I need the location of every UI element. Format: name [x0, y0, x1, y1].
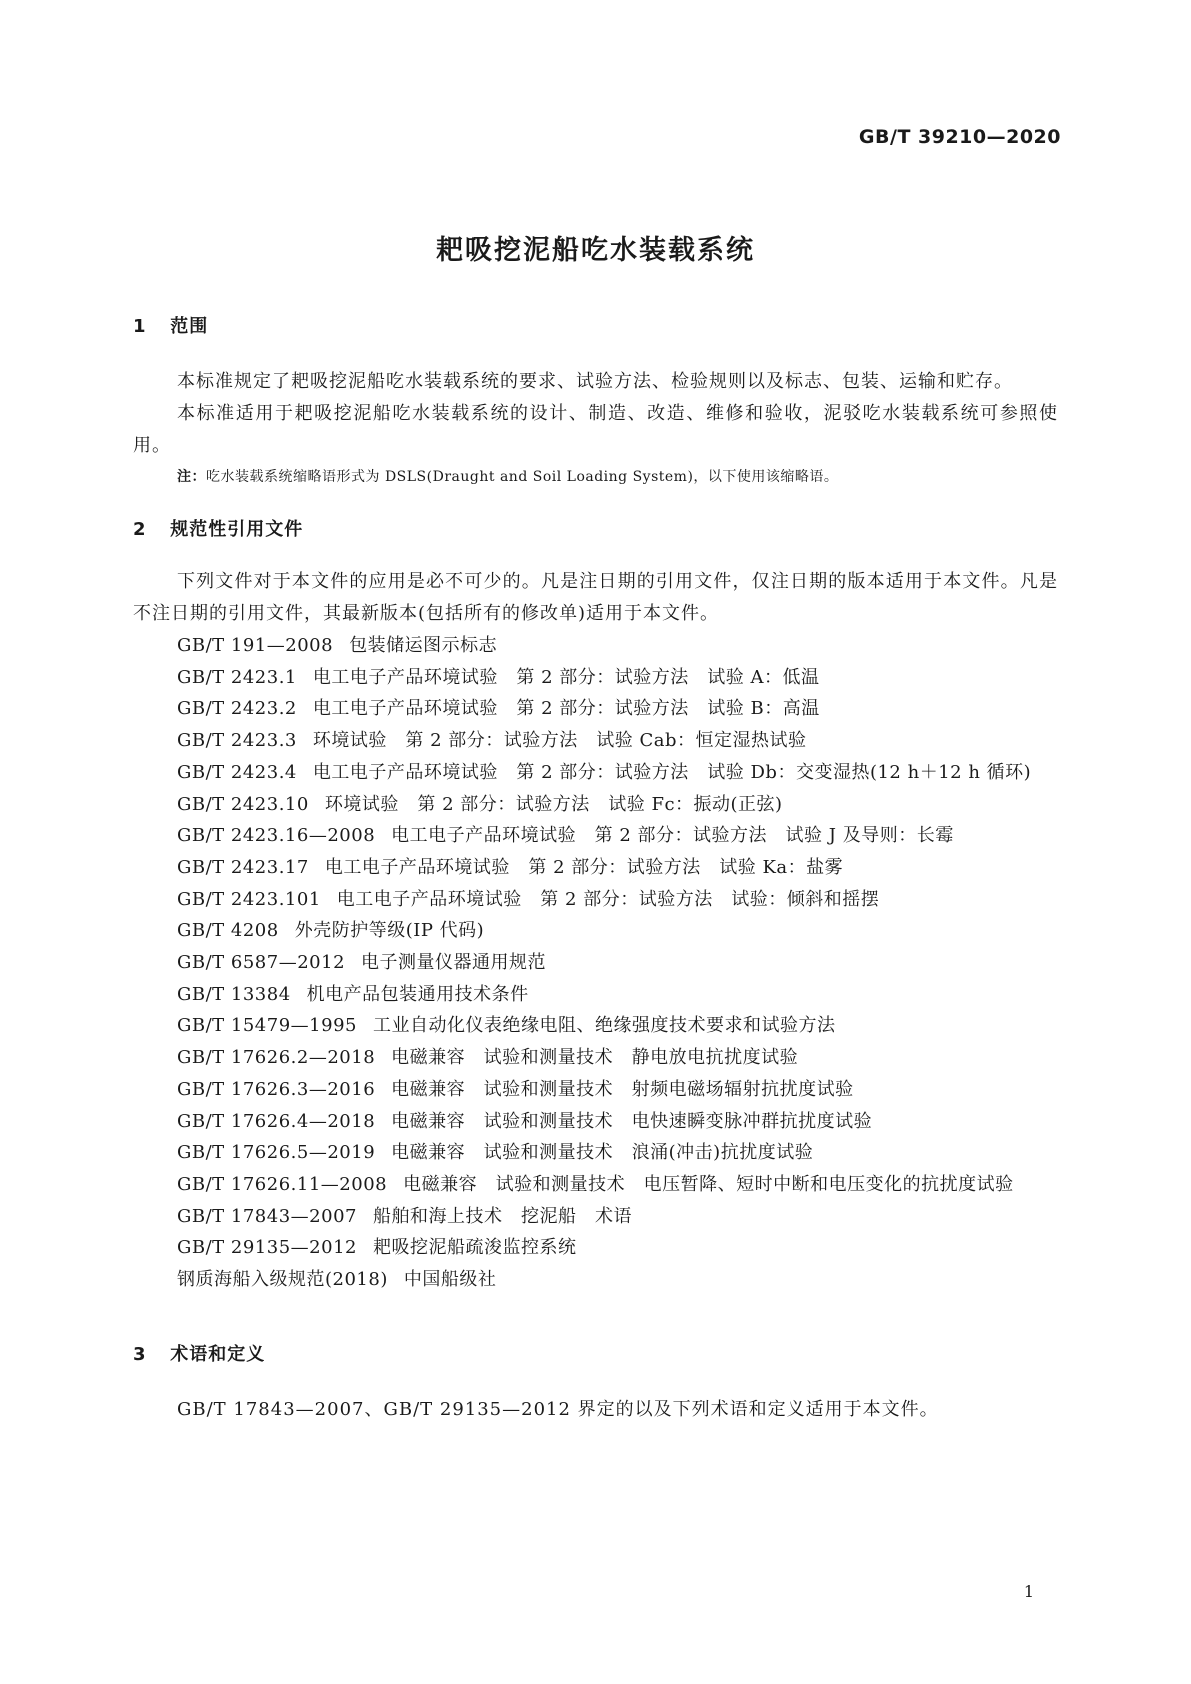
reference-code: GB/T 17626.2—2018: [177, 1047, 376, 1069]
reference-title: 耙吸挖泥船疏浚监控系统: [372, 1237, 577, 1259]
reference-code: GB/T 2423.3: [177, 730, 297, 752]
standard-number: GB/T 39210—2020: [858, 126, 1061, 148]
reference-title: 电磁兼容 试验和测量技术 浪涌(冲击)抗扰度试验: [391, 1142, 814, 1164]
reference-code: GB/T 15479—1995: [177, 1015, 357, 1037]
reference-item: [133, 630, 1058, 662]
reference-item: [133, 852, 1058, 884]
reference-item: [133, 1232, 1058, 1264]
reference-title: 电磁兼容 试验和测量技术 电压暂降、短时中断和电压变化的抗扰度试验: [403, 1173, 1014, 1195]
section-1-body: [133, 366, 1058, 491]
reference-item: [133, 947, 1058, 979]
reference-item: [133, 915, 1058, 947]
reference-code: GB/T 17843—2007: [177, 1205, 357, 1227]
reference-title: 电磁兼容 试验和测量技术 射频电磁场辐射抗扰度试验: [391, 1078, 854, 1100]
reference-title: 电工电子产品环境试验 第 2 部分：试验方法 试验 Db：交变湿热(12 h＋12 h 循环): [312, 761, 1032, 783]
reference-title: 外壳防护等级(IP 代码): [294, 920, 485, 942]
reference-code: GB/T 2423.2: [177, 698, 297, 720]
reference-item: [133, 820, 1058, 852]
reference-code: GB/T 17626.3—2016: [177, 1078, 376, 1100]
note-text: 吃水装载系统缩略语形式为 DSLS(Draught and Soil Loading System)，以下使用该缩略语。: [206, 469, 839, 485]
reference-item: [133, 1201, 1058, 1233]
reference-title: 环境试验 第 2 部分：试验方法 试验 Fc：振动(正弦): [324, 793, 783, 815]
reference-code: GB/T 2423.101: [177, 888, 321, 910]
references-intro: 下列文件对于本文件的应用是必不可少的。凡是注日期的引用文件，仅注日期的版本适用于本文件。凡是不注日期的引用文件，其最新版本(包括所有的修改单)适用于本文件。: [133, 571, 1058, 624]
reference-list: [133, 630, 1058, 1296]
reference-item: [133, 662, 1058, 694]
reference-item: [133, 757, 1058, 789]
reference-code: GB/T 2423.10: [177, 793, 309, 815]
reference-code: GB/T 13384: [177, 983, 291, 1005]
section-1-heading: [133, 312, 208, 338]
reference-item: [133, 789, 1058, 821]
reference-code: GB/T 2423.1: [177, 666, 297, 688]
reference-code: GB/T 2423.17: [177, 856, 309, 878]
reference-code: GB/T 2423.16—2008: [177, 825, 376, 847]
reference-title: 电工电子产品环境试验 第 2 部分：试验方法 试验 A：低温: [312, 666, 820, 688]
reference-title: 电子测量仪器通用规范: [361, 952, 547, 974]
reference-code: GB/T 6587—2012: [177, 952, 346, 974]
section-3-title: 术语和定义: [170, 1344, 266, 1365]
reference-title: 包装储运图示标志: [349, 635, 498, 656]
reference-item: [133, 1010, 1058, 1042]
section-1-number: 1: [133, 316, 147, 337]
section-2-heading: [133, 515, 303, 541]
terms-paragraph: GB/T 17843—2007、GB/T 29135—2012 界定的以及下列术语和定义适用于本文件。: [177, 1399, 939, 1420]
reference-title: 电工电子产品环境试验 第 2 部分：试验方法 试验 B：高温: [312, 698, 820, 720]
reference-item: [133, 884, 1058, 916]
reference-item: [133, 1169, 1058, 1201]
reference-code: GB/T 4208: [177, 920, 279, 942]
reference-item: [133, 1074, 1058, 1106]
section-1-title: 范围: [170, 316, 209, 337]
reference-title: 船舶和海上技术 挖泥船 术语: [372, 1205, 632, 1227]
reference-code: GB/T 17626.5—2019: [177, 1142, 376, 1164]
reference-code: GB/T 17626.4—2018: [177, 1110, 376, 1132]
reference-title: 机电产品包装通用技术条件: [306, 983, 529, 1005]
reference-item: [133, 1106, 1058, 1138]
reference-title: 工业自动化仪表绝缘电阻、绝缘强度技术要求和试验方法: [372, 1015, 836, 1037]
reference-item: [133, 1042, 1058, 1074]
reference-code: GB/T 29135—2012: [177, 1237, 357, 1259]
reference-item: [133, 725, 1058, 757]
section-3-body: [133, 1394, 1058, 1426]
note-label: 注：: [177, 469, 206, 485]
reference-code: GB/T 191—2008: [177, 635, 334, 656]
section-2-number: 2: [133, 519, 147, 540]
scope-paragraph-1: 本标准规定了耙吸挖泥船吃水装载系统的要求、试验方法、检验规则以及标志、包装、运输和贮存。: [177, 371, 1013, 392]
section-3-heading: [133, 1340, 265, 1366]
section-2-title: 规范性引用文件: [170, 519, 304, 540]
document-title: 耙吸挖泥船吃水装载系统: [436, 235, 755, 266]
reference-title: 中国船级社: [403, 1269, 497, 1291]
page-number: 1: [1023, 1582, 1034, 1601]
reference-code: 钢质海船入级规范(2018): [177, 1269, 388, 1291]
reference-code: GB/T 2423.4: [177, 761, 297, 783]
scope-note: [133, 463, 1058, 491]
scope-paragraph-2: 本标准适用于耙吸挖泥船吃水装载系统的设计、制造、改造、维修和验收，泥驳吃水装载系统可参照使用。: [133, 403, 1058, 456]
reference-code: GB/T 17626.11—2008: [177, 1173, 388, 1195]
reference-title: 电工电子产品环境试验 第 2 部分：试验方法 试验：倾斜和摇摆: [336, 888, 880, 910]
section-2-body: [133, 566, 1058, 1296]
reference-item: [133, 1264, 1058, 1296]
reference-item: [133, 693, 1058, 725]
reference-item: [133, 1137, 1058, 1169]
reference-title: 电磁兼容 试验和测量技术 电快速瞬变脉冲群抗扰度试验: [391, 1110, 873, 1132]
reference-title: 电工电子产品环境试验 第 2 部分：试验方法 试验 Ka：盐雾: [324, 856, 844, 878]
reference-title: 电工电子产品环境试验 第 2 部分：试验方法 试验 J 及导则：长霉: [391, 825, 954, 847]
reference-title: 环境试验 第 2 部分：试验方法 试验 Cab：恒定湿热试验: [312, 730, 807, 752]
section-3-number: 3: [133, 1344, 147, 1365]
reference-title: 电磁兼容 试验和测量技术 静电放电抗扰度试验: [391, 1047, 799, 1069]
reference-item: [133, 979, 1058, 1011]
